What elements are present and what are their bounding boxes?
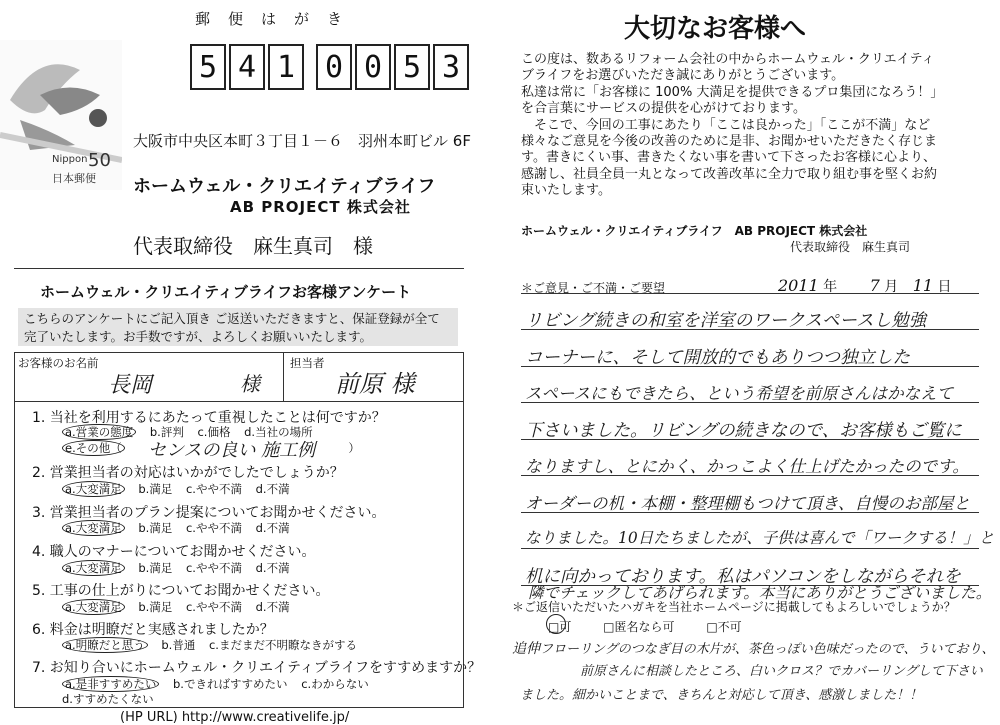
zip-code-boxes [190,44,472,90]
question-4-options [62,560,300,576]
company-name-jp: ホームウェル・クリエイティブライフ [133,176,436,197]
zip-digit: 5 [394,44,430,90]
zip-digit: 4 [229,44,265,90]
option[interactable]: b.評判 [149,425,184,439]
survey-title: ホームウェル・クリエイティブライフお客様アンケート [40,283,412,301]
date-month: 7 [869,276,880,295]
zip-digit: 0 [355,44,391,90]
option[interactable]: c.価格 [197,425,231,439]
handwritten-line: 隣でチェックしてあげられます。本当にありがとうございました。 [528,584,992,602]
option[interactable]: e.その他（ [62,440,125,456]
question-7: 7. お知り合いにホームウェル・クリエイティブライフをすすめますか？ [32,660,482,676]
customer-name-value: 長岡 [108,373,153,398]
customer-name-suffix: 様 [240,372,260,396]
ruled-line [521,548,979,549]
signature-person: 代表取締役 麻生真司 [790,240,911,254]
question-7-options [62,676,379,692]
option[interactable]: d.不満 [255,521,290,535]
stamp-value: 50 [88,150,111,171]
stamp-brand: Nippon [52,154,88,165]
date-month-unit: 月 [884,279,899,295]
signature-company: ホームウェル・クリエイティブライフ AB PROJECT 株式会社 [521,224,868,238]
bird-stamp [0,40,122,190]
website-url[interactable]: (HP URL) http://www.creativelife.jp/ [120,710,350,725]
option[interactable]: b.満足 [138,600,173,614]
permission-options [548,618,770,635]
message-title: 大切なお客様へ [624,14,807,44]
opinion-label: ＊ご意見・ご不満・ご要望 [521,281,666,295]
message-line: そこで、今回の工事にあたり「ここは良かった」「ここが不満」など [521,117,931,133]
handwritten-line: 机に向かっております。私はパソコンをしながらそれを [525,567,961,587]
date-year: 2011 [778,276,819,295]
date-year-unit: 年 [823,279,838,295]
option[interactable]: b.満足 [138,521,173,535]
question-2: 2. 営業担当者の対応はいかがでしたでしょうか？ [32,465,344,481]
question-1-other-answer: センスの良い 施工例 [148,440,316,461]
zip-digit: 5 [190,44,226,90]
option[interactable]: c.やや不満 [185,600,242,614]
handwritten-line: スペースにもできたら、という希望を前原さんはかなえて [525,384,954,403]
question-7-options-2 [62,691,164,707]
mailing-address: 大阪市中央区本町３丁目１－６ 羽州本町ビル 6F [133,132,471,150]
question-5: 5. 工事の仕上がりについてお聞かせください。 [32,583,330,599]
option[interactable]: d.不満 [255,561,290,575]
option[interactable]: a.是非すすめたい [62,676,159,692]
option[interactable]: a.営業の態度 [62,424,136,440]
option[interactable]: a.大変満足 [62,560,125,576]
ruled-line [521,293,979,294]
rep-label: 担当者 [290,356,325,370]
question-6: 6. 料金は明瞭だと実感されましたか？ [32,622,274,638]
addendum-label: 追伸 [512,641,540,657]
option[interactable]: c.まだまだ不明瞭なきがする [208,638,357,652]
postcard-header: 郵便はがき [195,10,361,28]
option[interactable]: c.やや不満 [185,561,242,575]
date-day: 11 [912,276,934,295]
message-line: 束いたします。 [521,183,611,199]
rep-value: 前原 様 [335,370,415,398]
handwritten-line: なりますし、とにかく、かっこよく仕上げたかったのです。 [525,457,969,476]
option[interactable]: d.不満 [255,600,290,614]
message-line: 感謝し、社員全員一丸となって改善改革に全力で取り組む事を堅くお約 [521,166,938,182]
option[interactable]: d.不満 [255,482,290,496]
company-name-en: AB PROJECT 株式会社 [230,198,411,216]
zip-digit: 1 [268,44,304,90]
option[interactable]: b.満足 [138,482,173,496]
message-line: す。書きにくい事、書きたくない事を書いて下さったお客様に心より、 [521,150,936,166]
addendum-line: 前原さんに相談したところ、白いクロス？でカバーリングして下さい [580,664,983,679]
message-line: ブライフをお選びいただき誠にありがとうございます。 [521,68,845,84]
permission-question: ＊ご返信いただいたハガキを当社ホームページに掲載してもよろしいでしょうか？ [512,600,956,614]
handwritten-line: コーナーに、そして開放的でもありつつ独立した [525,348,910,368]
question-4: 4. 職人のマナーについてお聞かせください。 [32,544,316,560]
addendum-line: ました。細かいことまで、きちんと対応して頂き、感激しました！！ [520,688,923,703]
option[interactable]: b.できればすすめたい [172,677,288,691]
message-line: を合言葉にサービスの提供を心がけております。 [521,101,806,117]
permission-selected-mark [546,614,566,634]
question-6-options [62,637,367,653]
option[interactable]: b.普通 [161,638,196,652]
date-day-unit: 日 [937,279,952,295]
option[interactable]: c.やや不満 [185,482,242,496]
zip-digit: 0 [316,44,352,90]
recipient-name: 代表取締役 麻生真司 様 [133,234,373,258]
message-body [521,52,981,200]
message-line: この度は、数あるリフォーム会社の中からホームウェル・クリエイティ [521,52,935,67]
option[interactable]: d.当社の場所 [244,425,313,439]
question-5-options [62,599,300,615]
handwritten-line: オーダーの机・本棚・整理棚もつけて頂き、自慢のお部屋と [525,494,970,513]
permission-option-anonymous[interactable]: □匿名なら可 [603,620,675,634]
handwritten-line: なりました。10日たちましたが、子供は喜んで「ワークする！」と [525,529,995,547]
question-1: 1. 当社を利用するにあたって重視したことは何ですか？ [32,410,386,426]
addendum-line: フローリングのつなぎ目の木片が、茶色っぽい色味だったので、ういており、 [540,642,995,657]
question-2-options [62,481,300,497]
option[interactable]: c.わからない [301,677,369,691]
option[interactable]: a.大変満足 [62,520,125,536]
handwritten-line: リビング続きの和室を洋室のワークスペースし勉強 [525,311,927,331]
option[interactable]: a.明瞭だと思う [62,637,148,653]
question-3-options [62,520,300,536]
permission-option-yes[interactable]: □可 [548,620,572,634]
option-close: ） [348,441,360,455]
permission-option-no[interactable]: □不可 [706,620,742,634]
option[interactable]: d.すすめたくない [62,692,154,706]
handwritten-line: 下さいました。リビングの続きなので、お客様もご覧に [525,421,962,441]
survey-intro: こちらのアンケートにご記入頂き ご返送いただきますと、保証登録が全て完了いたします。お手数ですが、よろしくお願いいたします。 [18,308,458,346]
option[interactable]: c.やや不満 [185,521,242,535]
divider [283,352,284,402]
zip-digit: 3 [433,44,469,90]
option[interactable]: a.大変満足 [62,481,125,497]
option[interactable]: a.大変満足 [62,599,125,615]
option[interactable]: b.満足 [138,561,173,575]
message-line: 様々なご意見を今後の改善のために是非、お聞かせいただきたく存じま [521,134,938,150]
question-3: 3. 営業担当者のプラン提案についてお聞かせください。 [32,505,386,521]
divider [14,268,464,269]
postmark-label: 日本郵便 [52,172,96,185]
message-line: 私達は常に「お客様に 100% 大満足を提供できるプロ集団になろう！」 [521,84,944,100]
customer-name-label: お客様のお名前 [18,356,99,370]
